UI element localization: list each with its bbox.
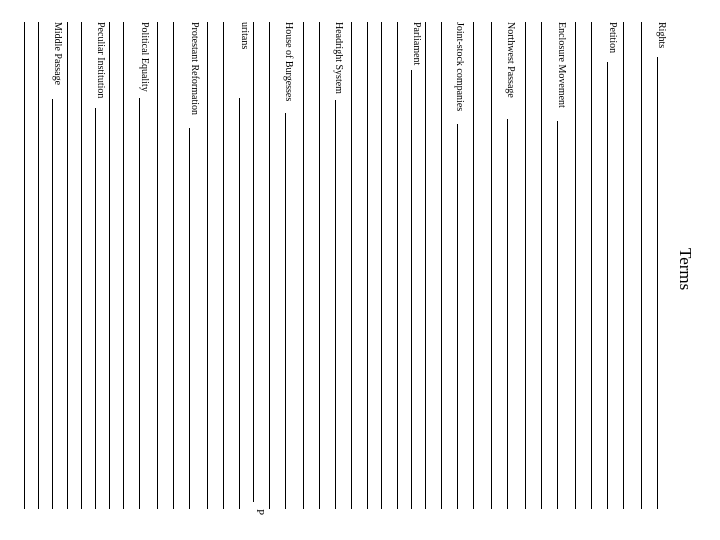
writing-line — [441, 22, 442, 509]
term-label-house-of-burgesses: House of Burgesses — [283, 22, 294, 102]
writing-line — [507, 119, 508, 509]
writing-line — [367, 22, 368, 509]
writing-line — [607, 62, 608, 509]
term-label-middle-passage: Middle Passage — [52, 22, 63, 86]
writing-line — [411, 70, 412, 509]
writing-line — [67, 22, 68, 509]
term-label-parliament: Parliament — [411, 22, 422, 66]
writing-line — [657, 57, 658, 509]
writing-line — [319, 22, 320, 509]
writing-line — [575, 22, 576, 509]
writing-line — [123, 22, 124, 509]
writing-line — [491, 22, 492, 509]
writing-line — [425, 22, 426, 509]
writing-line — [38, 22, 39, 509]
writing-line — [189, 128, 190, 509]
writing-line — [95, 108, 96, 509]
writing-line — [269, 22, 270, 509]
writing-line — [335, 100, 336, 509]
writing-line — [591, 22, 592, 509]
writing-line — [525, 22, 526, 509]
writing-line — [623, 22, 624, 509]
writing-line — [473, 22, 474, 509]
writing-line — [157, 22, 158, 509]
writing-line — [285, 113, 286, 509]
term-label-political-equality: Political Equality — [139, 22, 150, 92]
writing-line — [139, 98, 140, 509]
writing-line — [557, 121, 558, 509]
term-label-headright-system: Headright System — [333, 22, 344, 94]
writing-line — [24, 22, 25, 509]
writing-line — [239, 98, 240, 509]
term-label-petition: Petition — [607, 22, 618, 54]
writing-line — [641, 22, 642, 509]
term-label-peculiar-institution: Peculiar Institution — [95, 22, 106, 99]
writing-line — [253, 22, 254, 502]
writing-line — [81, 22, 82, 509]
writing-line — [381, 22, 382, 509]
term-label-rights: Rights — [656, 22, 667, 49]
page-title: Terms — [676, 248, 695, 291]
writing-line — [303, 22, 304, 509]
writing-line — [397, 22, 398, 509]
writing-line — [457, 124, 458, 509]
writing-line — [109, 22, 110, 509]
term-label-enclosure-movement: Enclosure Movement — [556, 22, 567, 108]
term-label-joint-stock-companies: Joint-stock companies — [454, 22, 465, 112]
writing-line — [223, 22, 224, 509]
writing-line — [351, 22, 352, 509]
term-label-northwest-passage: Northwest Passage — [505, 22, 516, 98]
writing-line — [173, 22, 174, 509]
writing-line — [52, 99, 53, 509]
term-label-protestant-reformation: Protestant Reformation — [189, 22, 200, 116]
fragment-letter-p: P — [254, 509, 266, 516]
writing-line — [207, 22, 208, 509]
writing-line — [541, 22, 542, 509]
term-label-puritans: uritans — [239, 22, 250, 50]
